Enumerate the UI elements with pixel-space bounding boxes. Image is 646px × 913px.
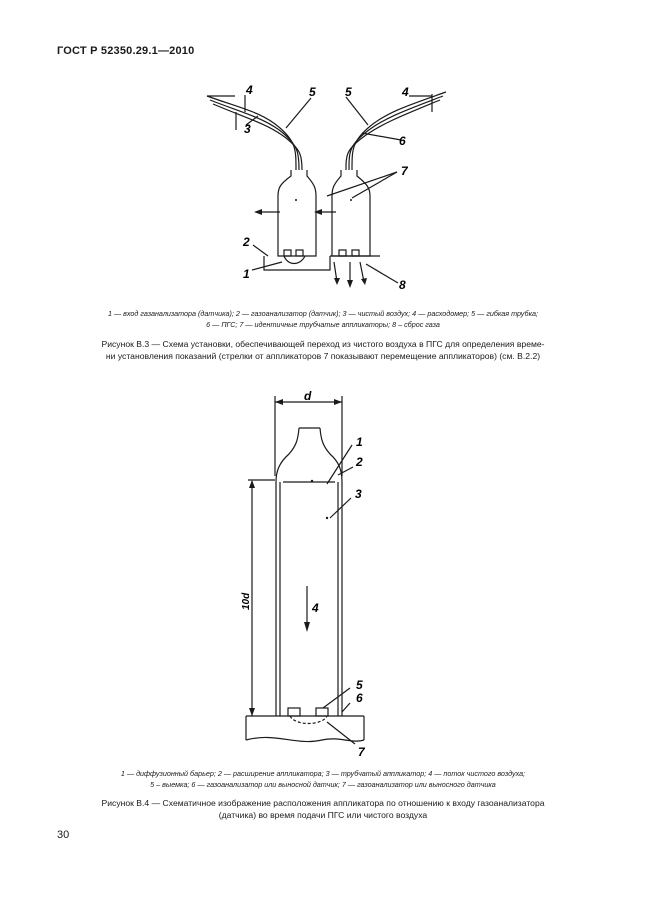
fig-b4-callout-5: 5 bbox=[356, 678, 363, 692]
page-number: 30 bbox=[57, 829, 70, 841]
fig-b3-callout-7: 7 bbox=[401, 164, 408, 178]
fig-b3-legend-line2: 6 — ПГС; 7 — идентичные трубчатые аппликаторы; 8 – сброс газа bbox=[206, 320, 440, 329]
fig-b4-caption bbox=[40, 797, 606, 821]
document-header: ГОСТ Р 52350.29.1—2010 bbox=[57, 45, 195, 57]
fig-b4-caption-line1: Рисунок В.4 — Схематичное изображение расположения аппликатора по отношению к входу газоанализатора bbox=[101, 798, 545, 808]
fig-b4-dim-height: 10d bbox=[241, 592, 252, 610]
fig-b3-legend-line1: 1 — вход газанализатора (датчика); 2 — газоанализатор (датчик); 3 — чистый воздух; 4 — расходомер; 5 — гибкая трубка; bbox=[107, 309, 538, 318]
fig-b4-caption-line2: (датчика) во время подачи ПГС или чистого воздуха bbox=[218, 810, 428, 820]
fig-b3-callout-4-right: 4 bbox=[402, 85, 409, 99]
fig-b4-callout-2: 2 bbox=[356, 455, 363, 469]
fig-b4-callout-6: 6 bbox=[356, 691, 363, 705]
fig-b3-legend bbox=[40, 308, 606, 330]
fig-b4-callout-1: 1 bbox=[356, 435, 363, 449]
fig-b4-callout-4: 4 bbox=[312, 601, 319, 615]
fig-b3-callout-5-left: 5 bbox=[309, 85, 316, 99]
fig-b3-callout-5-right: 5 bbox=[345, 85, 352, 99]
fig-b4-legend bbox=[40, 768, 606, 790]
fig-b3-callout-4-left: 4 bbox=[246, 83, 253, 97]
fig-b3-caption bbox=[40, 338, 606, 362]
fig-b3-callout-2: 2 bbox=[243, 235, 250, 249]
fig-b3-callout-1: 1 bbox=[243, 267, 250, 281]
fig-b4-legend-line2: 5 – выемка; 6 — газоанализатор или выносной датчик; 7 — газоанализатор или выносного датчика bbox=[150, 780, 496, 789]
fig-b3-callout-8: 8 bbox=[399, 278, 406, 292]
fig-b4-callout-7: 7 bbox=[358, 745, 365, 759]
fig-b3-caption-line1: Рисунок В.3 — Схема установки, обеспечивающей переход из чистого воздуха в ПГС для определения време- bbox=[101, 339, 545, 349]
fig-b4-callout-3: 3 bbox=[355, 487, 362, 501]
fig-b4-legend-line1: 1 — диффузионный барьер; 2 — расширение аппликатора; 3 — трубчатый аппликатор; 4 — поток чистого воздуха; bbox=[120, 769, 526, 778]
fig-b3-callout-6: 6 bbox=[399, 134, 406, 148]
fig-b3-callout-3: 3 bbox=[244, 122, 251, 136]
fig-b3-caption-line2: ни установления показаний (стрелки от аппликаторов 7 показывают перемещение аппликаторов) (см. В.2.2) bbox=[105, 351, 541, 361]
fig-b4-dim-width: d bbox=[304, 389, 312, 403]
